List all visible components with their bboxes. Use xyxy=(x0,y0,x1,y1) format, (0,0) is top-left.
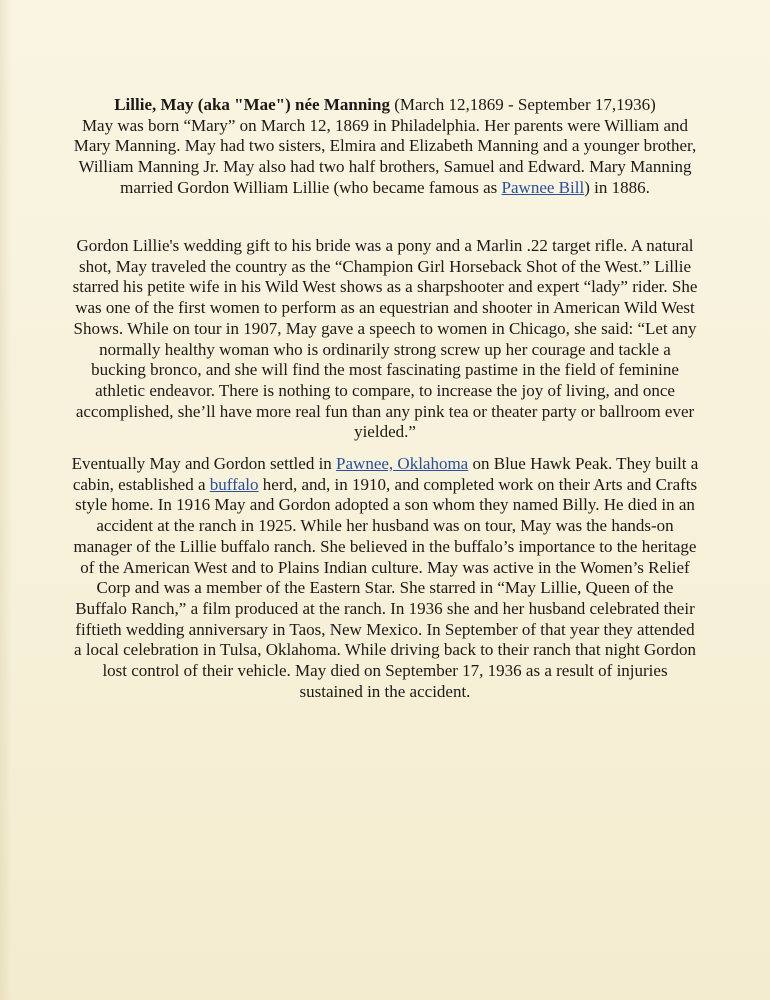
heading-name: Lillie, May (aka "Mae") née Manning xyxy=(114,95,390,114)
intro-text-part2: ) in 1886. xyxy=(584,177,650,197)
settlement-text-part1: Eventually May and Gordon settled in xyxy=(71,454,337,473)
settlement-text-part3: herd, and, in 1910, and completed work on their Arts and Crafts style home. In 1916 May and Gordon adopted a son whom they named Billy. He died in an accident at the ranch in 1925. While her husband was on tour, May was the hands-on manager of the Lillie buffalo ranch. She believed in the buffalo’s importance to the heritage of the American West and to Plains Indian culture. May was active in the Women’s Relief Corp and was a member of the Eastern Star. She starred in “May Lillie, Queen of the Buffalo Ranch,” a film produced at the ranch. In 1936 she and her husband celebrated their fiftieth wedding anniversary in Taos, New Mexico. In September of that year they attended a local celebration in Tulsa, Oklahoma. While driving back to their ranch that night Gordon lost control of their vehicle. May died on September 17, 1936 as a result of injuries sustained in the accident. xyxy=(73,474,698,701)
settlement-paragraph xyxy=(70,454,700,702)
wedding-gift-text: Gordon Lillie's wedding gift to his bride was a pony and a Marlin .22 target rifle. A natural shot, May traveled the country as the “Champion Girl Horseback Shot of the West.” Lillie starred his petite wife in his Wild West shows as a sharpshooter and expert “lady” rider. She was one of the first women to perform as an equestrian and shooter in American Wild West Shows. While on tour in 1907, May gave a speech to women in Chicago, she said: “Let any normally healthy woman who is ordinarily strong screw up her courage and tackle a bucking bronco, and she will find the most fascinating pastime in the field of feminine athletic endeavor. There is nothing to compare, to increase the joy of living, and once accomplished, she’ll have more real fun than any pink tea or theater party or ballroom ever yielded.” xyxy=(72,236,698,442)
intro-text xyxy=(70,95,700,199)
intro-text-part1: May was born “Mary” on March 12, 1869 in Philadelphia. Her parents were William and Mary Manning. May had two sisters, Elmira and Elizabeth Manning and a younger brother, William Manning Jr. May also had two half brothers, Samuel and Edward. Mary Manning married Gordon William Lillie (who became famous as xyxy=(73,115,697,197)
buffalo-link[interactable]: buffalo xyxy=(209,474,259,494)
pawnee-oklahoma-link[interactable]: Pawnee, Oklahoma xyxy=(336,454,469,473)
heading-dates: (March 12,1869 - September 17,1936) xyxy=(389,95,656,114)
intro-paragraph xyxy=(70,95,700,199)
wedding-gift-paragraph xyxy=(70,236,700,443)
settlement-text xyxy=(70,454,700,702)
pawnee-bill-link[interactable]: Pawnee Bill xyxy=(501,177,585,197)
settlement-text-part2: on Blue Hawk Peak. They built a cabin, established a xyxy=(72,454,699,494)
